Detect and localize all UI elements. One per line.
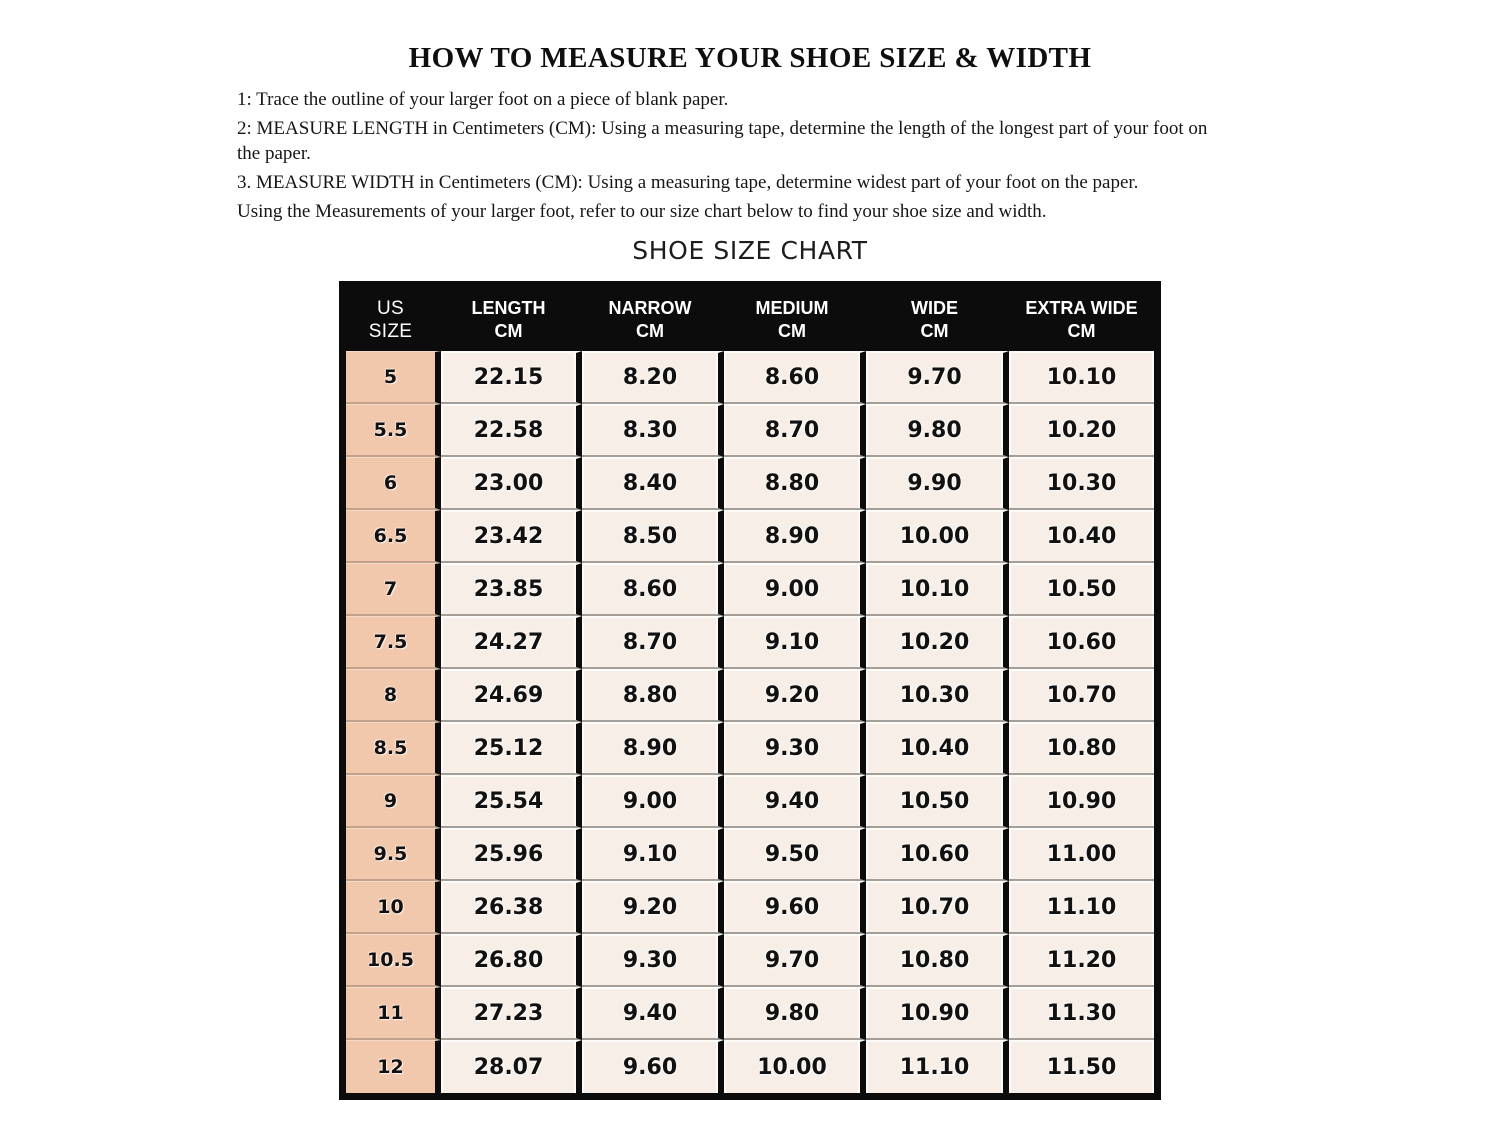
measurement-cell: 9.80 [866,404,1009,457]
column-header-narrow [582,288,724,351]
measurement-cell: 10.70 [866,881,1009,934]
measurement-cell: 10.90 [1009,775,1154,828]
measurement-cell: 9.60 [724,881,866,934]
measurement-cell: 9.00 [724,563,866,616]
us-size-cell: 9.5 [346,828,441,881]
us-size-cell: 8 [346,669,441,722]
measurement-cell: 10.80 [1009,722,1154,775]
page-title: HOW TO MEASURE YOUR SHOE SIZE & WIDTH [408,42,1092,74]
header-line: WIDE [911,297,958,318]
table-row [346,775,1154,828]
table-row [346,722,1154,775]
us-size-cell: 12 [346,1040,441,1093]
measurement-cell: 8.70 [724,404,866,457]
instruction-note: Using the Measurements of your larger foot, refer to our size chart below to find your shoe size and width. [237,201,1047,222]
measurement-cell: 8.20 [582,351,724,404]
measurement-cell: 25.96 [441,828,582,881]
measurement-cell: 11.50 [1009,1040,1154,1093]
measurement-cell: 10.40 [1009,510,1154,563]
table-row [346,987,1154,1040]
measurement-cell: 10.90 [866,987,1009,1040]
measurement-cell: 26.38 [441,881,582,934]
us-size-cell: 9 [346,775,441,828]
header-row [346,288,1154,351]
measurement-cell: 10.80 [866,934,1009,987]
us-size-cell: 6 [346,457,441,510]
shoe-size-table [339,281,1161,1100]
measurement-cell: 9.40 [724,775,866,828]
us-size-cell: 5 [346,351,441,404]
measurement-cell: 10.60 [1009,616,1154,669]
column-header-medium [724,288,866,351]
measurement-cell: 9.10 [582,828,724,881]
measurement-cell: 10.10 [1009,351,1154,404]
measurement-cell: 8.90 [582,722,724,775]
measurement-cell: 8.30 [582,404,724,457]
header-line: NARROW [608,297,692,318]
measurement-cell: 28.07 [441,1040,582,1093]
measurement-cell: 10.20 [866,616,1009,669]
header-line: MEDIUM [755,297,829,318]
measurement-cell: 11.20 [1009,934,1154,987]
table-row [346,934,1154,987]
measurement-cell: 8.60 [582,563,724,616]
header-line: SIZE [368,320,413,342]
table-body [346,351,1154,1093]
measurement-cell: 10.70 [1009,669,1154,722]
measurement-cell: 10.20 [1009,404,1154,457]
table-header [346,288,1154,351]
measurement-cell: 8.80 [582,669,724,722]
table-row [346,881,1154,934]
measurement-cell: 23.85 [441,563,582,616]
table-row [346,669,1154,722]
measurement-cell: 9.50 [724,828,866,881]
us-size-cell: 11 [346,987,441,1040]
us-size-cell: 6.5 [346,510,441,563]
measurement-cell: 8.90 [724,510,866,563]
instruction-step-2: 2: MEASURE LENGTH in Centimeters (CM): Using a measuring tape, determine the length of the longest part of your foot on the paper. [237,118,1208,164]
measurement-cell: 24.27 [441,616,582,669]
table-row [346,457,1154,510]
table-row [346,616,1154,669]
table-row [346,563,1154,616]
measurement-cell: 9.80 [724,987,866,1040]
measurement-cell: 9.60 [582,1040,724,1093]
header-line: LENGTH [471,297,546,318]
measurement-cell: 9.90 [866,457,1009,510]
measurement-cell: 10.60 [866,828,1009,881]
instruction-step-1: 1: Trace the outline of your larger foot on a piece of blank paper. [237,89,729,110]
measurement-cell: 24.69 [441,669,582,722]
measurement-cell: 10.40 [866,722,1009,775]
table-row [346,351,1154,404]
table-row [346,1040,1154,1093]
measurement-cell: 23.00 [441,457,582,510]
measurement-cell: 11.30 [1009,987,1154,1040]
measurement-cell: 11.00 [1009,828,1154,881]
measurement-cell: 23.42 [441,510,582,563]
us-size-cell: 10.5 [346,934,441,987]
measurement-cell: 9.20 [724,669,866,722]
measurement-cell: 9.20 [582,881,724,934]
header-line: US [377,297,404,319]
measurement-cell: 25.54 [441,775,582,828]
table-row [346,404,1154,457]
measurement-cell: 9.70 [866,351,1009,404]
column-header-us-size [346,288,441,351]
header-line: CM [494,320,523,341]
column-header-wide [866,288,1009,351]
us-size-cell: 10 [346,881,441,934]
column-header-extra-wide [1009,288,1154,351]
measurement-cell: 9.70 [724,934,866,987]
header-line: CM [778,320,806,341]
measurement-cell: 9.10 [724,616,866,669]
measurement-cell: 10.00 [724,1040,866,1093]
header-line: EXTRA WIDE [1025,297,1138,318]
table-row [346,510,1154,563]
measurement-cell: 10.50 [866,775,1009,828]
us-size-cell: 8.5 [346,722,441,775]
measurement-cell: 8.50 [582,510,724,563]
measurement-cell: 27.23 [441,987,582,1040]
measurement-cell: 9.30 [724,722,866,775]
column-header-length [441,288,582,351]
measurement-cell: 9.40 [582,987,724,1040]
measurement-cell: 8.70 [582,616,724,669]
table-row [346,828,1154,881]
measurement-cell: 22.58 [441,404,582,457]
instruction-step-3: 3. MEASURE WIDTH in Centimeters (CM): Using a measuring tape, determine widest part of your foot on the paper. [237,172,1139,193]
measurement-cell: 11.10 [866,1040,1009,1093]
measurement-cell: 8.60 [724,351,866,404]
us-size-cell: 5.5 [346,404,441,457]
header-line: CM [636,320,664,341]
us-size-cell: 7.5 [346,616,441,669]
measurement-cell: 10.10 [866,563,1009,616]
measurement-cell: 11.10 [1009,881,1154,934]
chart-title: SHOE SIZE CHART [632,236,868,265]
measurement-cell: 10.50 [1009,563,1154,616]
instructions [237,87,1227,224]
header-line: CM [920,320,949,341]
measurement-cell: 9.00 [582,775,724,828]
size-guide-page [0,42,1500,1125]
measurement-cell: 8.80 [724,457,866,510]
measurement-cell: 26.80 [441,934,582,987]
us-size-cell: 7 [346,563,441,616]
measurement-cell: 22.15 [441,351,582,404]
measurement-cell: 10.30 [1009,457,1154,510]
measurement-cell: 10.30 [866,669,1009,722]
measurement-cell: 25.12 [441,722,582,775]
measurement-cell: 9.30 [582,934,724,987]
header-line: CM [1067,320,1096,341]
measurement-cell: 10.00 [866,510,1009,563]
measurement-cell: 8.40 [582,457,724,510]
